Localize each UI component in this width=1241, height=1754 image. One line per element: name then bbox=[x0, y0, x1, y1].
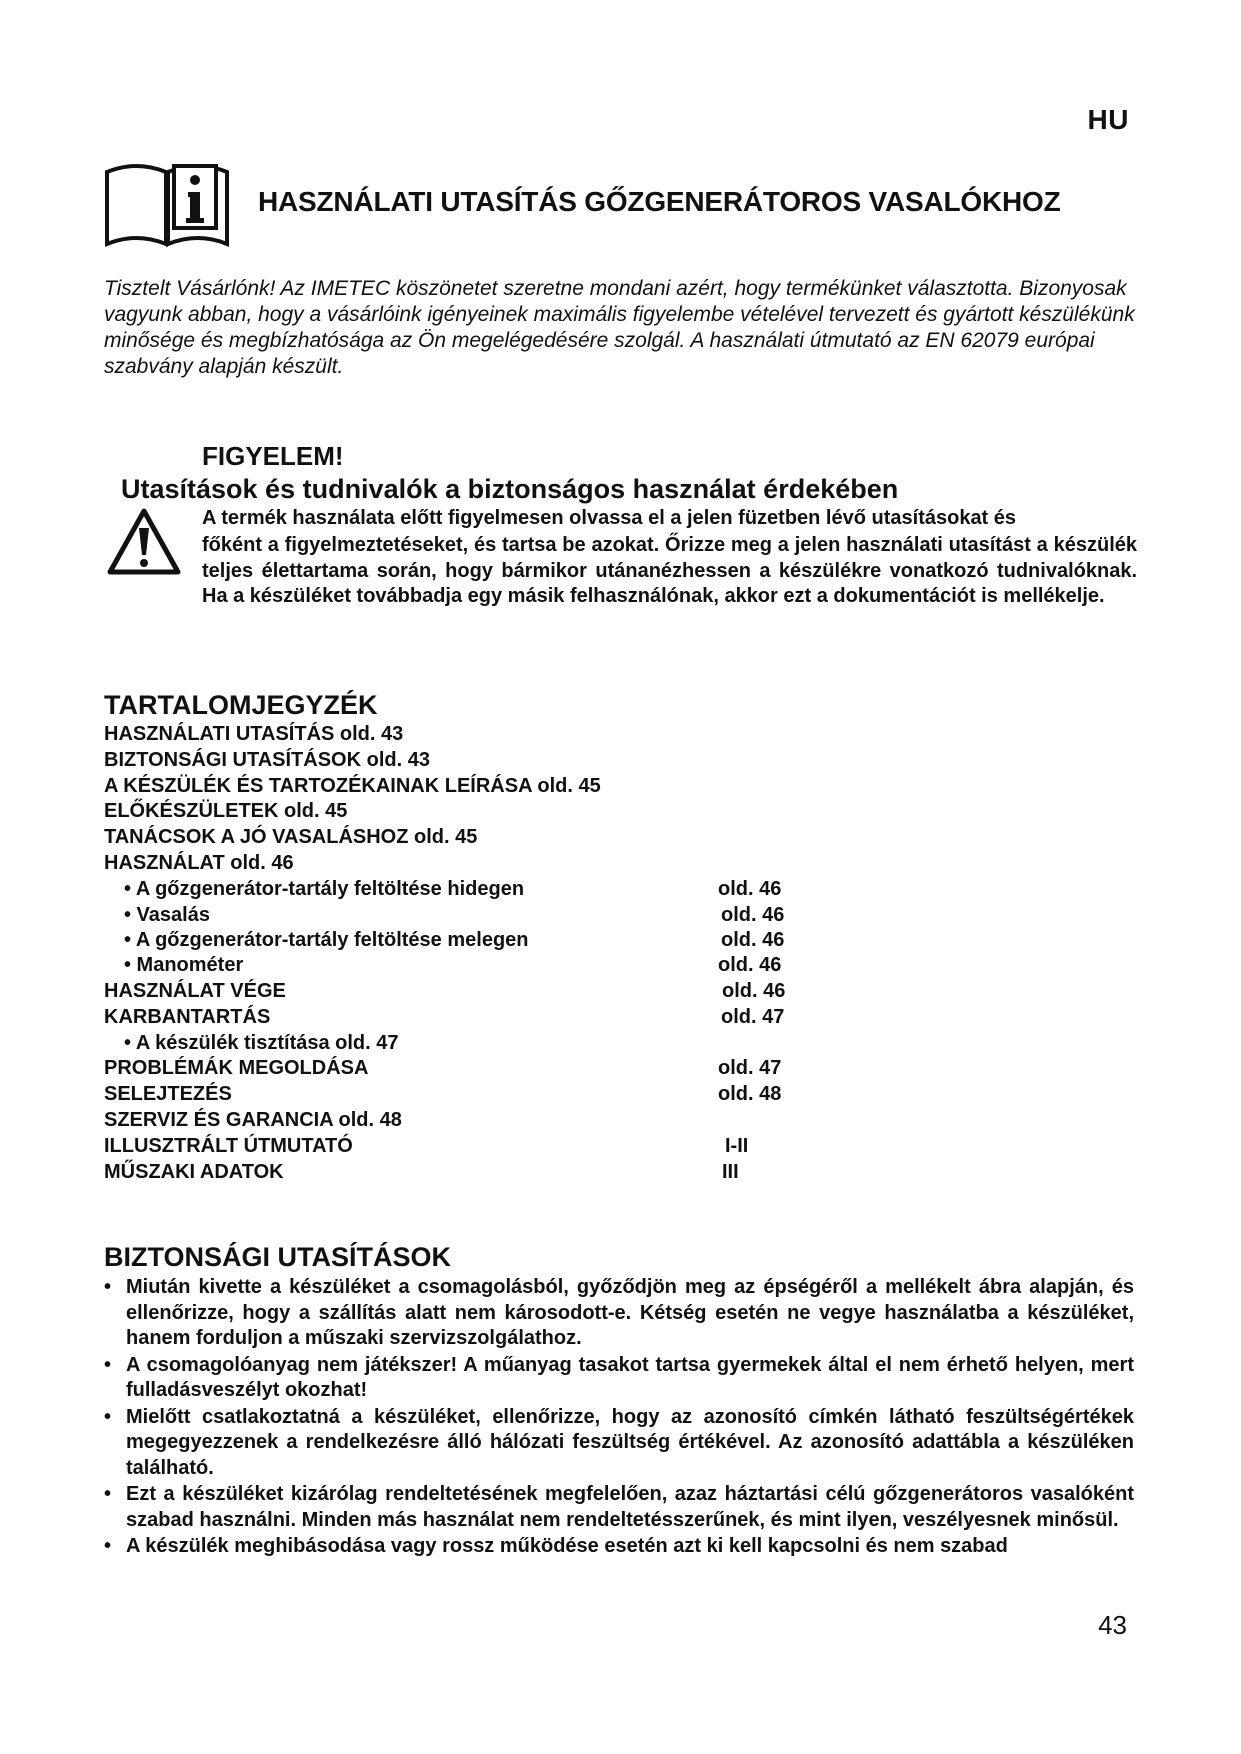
safety-item: • Miután kivette a készüléket a csomagolásból, győződjön meg az épségéről a mellékelt ábra alapján, és ellenőrizze, hogy a szállítás alatt nem károsodott-e. Kétség esetén ne vegye használatba a készüléket, hanem forduljon a műszaki szervizszolgálathoz. bbox=[104, 1275, 1134, 1352]
toc-entry: ILLUSZTRÁLT ÚTMUTATÓ bbox=[104, 1135, 353, 1157]
toc-page-ref: old. 46 bbox=[718, 878, 782, 900]
safety-item: • Mielőtt csatlakoztatná a készüléket, ellenőrizze, hogy az azonosító címkén látható feszültségértékek megegyezzenek a rendelkezésre álló hálózati feszültség értékével. Az azonosító adattábla a készüléken található. bbox=[104, 1405, 1134, 1482]
toc-subentry: • A gőzgenerátor-tartály feltöltése melegen bbox=[124, 929, 529, 951]
toc-page-ref: I-II bbox=[725, 1135, 749, 1157]
language-code: HU bbox=[1087, 104, 1129, 135]
toc-entry: SZERVIZ ÉS GARANCIA old. 48 bbox=[104, 1109, 402, 1131]
page-title: HASZNÁLATI UTASÍTÁS GŐZGENERÁTOROS VASALÓKHOZ bbox=[258, 186, 1061, 217]
toc-entry: BIZTONSÁGI UTASÍTÁSOK old. 43 bbox=[104, 749, 430, 771]
warning-body: főként a figyelmeztetéseket, és tartsa be azokat. Őrizze meg a jelen használati utasítást a készülék teljes élettartama során, hogy bármikor utánanézhessen a készülékre vonatkozó tudnivalóknak. Ha a készüléket továbbadja egy másik felhasználónak, akkor ezt a dokumentációt is mellékelje. bbox=[202, 534, 1137, 607]
safety-item: • Ezt a készüléket kizárólag rendeltetésének megfelelően, azaz háztartási célú gőzgenerátoros vasalóként szabad használni. Minden más használat nem rendeltetésszerűnek, és mint ilyen, veszélyesnek minősül. bbox=[104, 1482, 1134, 1533]
intro-paragraph: Tisztelt Vásárlónk! Az IMETEC köszönetet szeretne mondani azért, hogy termékünket választotta. Bizonyosak vagyunk abban, hogy a vásárlóink igényeinek maximális figyelembe vételével tervezett és gyártott készülékünk minősége és megbízhatósága az Ön megelégedésére szolgál. A használati útmutató az EN 62079 európai szabvány alapján készült. bbox=[104, 277, 1135, 378]
toc-subentry: • A készülék tisztítása old. 47 bbox=[124, 1032, 399, 1054]
warning-subtitle: Utasítások és tudnivalók a biztonságos használat érdekében bbox=[121, 474, 899, 504]
toc-page-ref: III bbox=[722, 1161, 739, 1183]
safety-section-title: BIZTONSÁGI UTASÍTÁSOK bbox=[104, 1242, 452, 1272]
toc-page-ref: old. 46 bbox=[721, 904, 785, 926]
toc-entry: HASZNÁLATI UTASÍTÁS old. 43 bbox=[104, 723, 404, 745]
warning-triangle-icon bbox=[106, 506, 182, 576]
toc-subentry: • A gőzgenerátor-tartály feltöltése hidegen bbox=[124, 878, 525, 900]
toc-entry: PROBLÉMÁK MEGOLDÁSA bbox=[104, 1057, 369, 1079]
toc-title: TARTALOMJEGYZÉK bbox=[104, 690, 378, 720]
safety-item: • A készülék meghibásodása vagy rossz működése esetén azt ki kell kapcsolni és nem szabad bbox=[104, 1534, 1134, 1560]
toc-page-ref: old. 48 bbox=[718, 1083, 782, 1105]
toc-subentry: • Manométer bbox=[124, 954, 244, 976]
warning-lead-line: A termék használata előtt figyelmesen olvassa el a jelen füzetben lévő utasításokat és bbox=[202, 507, 1017, 529]
toc-entry: MŰSZAKI ADATOK bbox=[104, 1161, 284, 1183]
toc-entry: TANÁCSOK A JÓ VASALÁSHOZ old. 45 bbox=[104, 826, 478, 848]
toc-entry: ELŐKÉSZÜLETEK old. 45 bbox=[104, 800, 348, 822]
safety-list bbox=[104, 1275, 1134, 1561]
safety-item: • A csomagolóanyag nem játékszer! A műanyag tasakot tartsa gyermekek által el nem érhető helyen, mert fulladásveszélyt okozhat! bbox=[104, 1353, 1134, 1404]
page-number: 43 bbox=[1098, 1610, 1127, 1640]
toc-subentry: • Vasalás bbox=[124, 904, 210, 926]
toc-page-ref: old. 47 bbox=[721, 1006, 785, 1028]
toc-page-ref: old. 46 bbox=[722, 980, 786, 1002]
info-manual-icon bbox=[104, 160, 230, 248]
warning-title: FIGYELEM! bbox=[202, 441, 344, 471]
toc-entry: KARBANTARTÁS bbox=[104, 1006, 271, 1028]
toc-entry: HASZNÁLAT VÉGE bbox=[104, 980, 286, 1002]
toc-entry: A KÉSZÜLÉK ÉS TARTOZÉKAINAK LEÍRÁSA old. 45 bbox=[104, 775, 601, 797]
toc-entry: HASZNÁLAT old. 46 bbox=[104, 852, 294, 874]
toc-page-ref: old. 46 bbox=[718, 954, 782, 976]
toc-page-ref: old. 46 bbox=[721, 929, 785, 951]
toc-entry: SELEJTEZÉS bbox=[104, 1083, 232, 1105]
toc-page-ref: old. 47 bbox=[718, 1057, 782, 1079]
